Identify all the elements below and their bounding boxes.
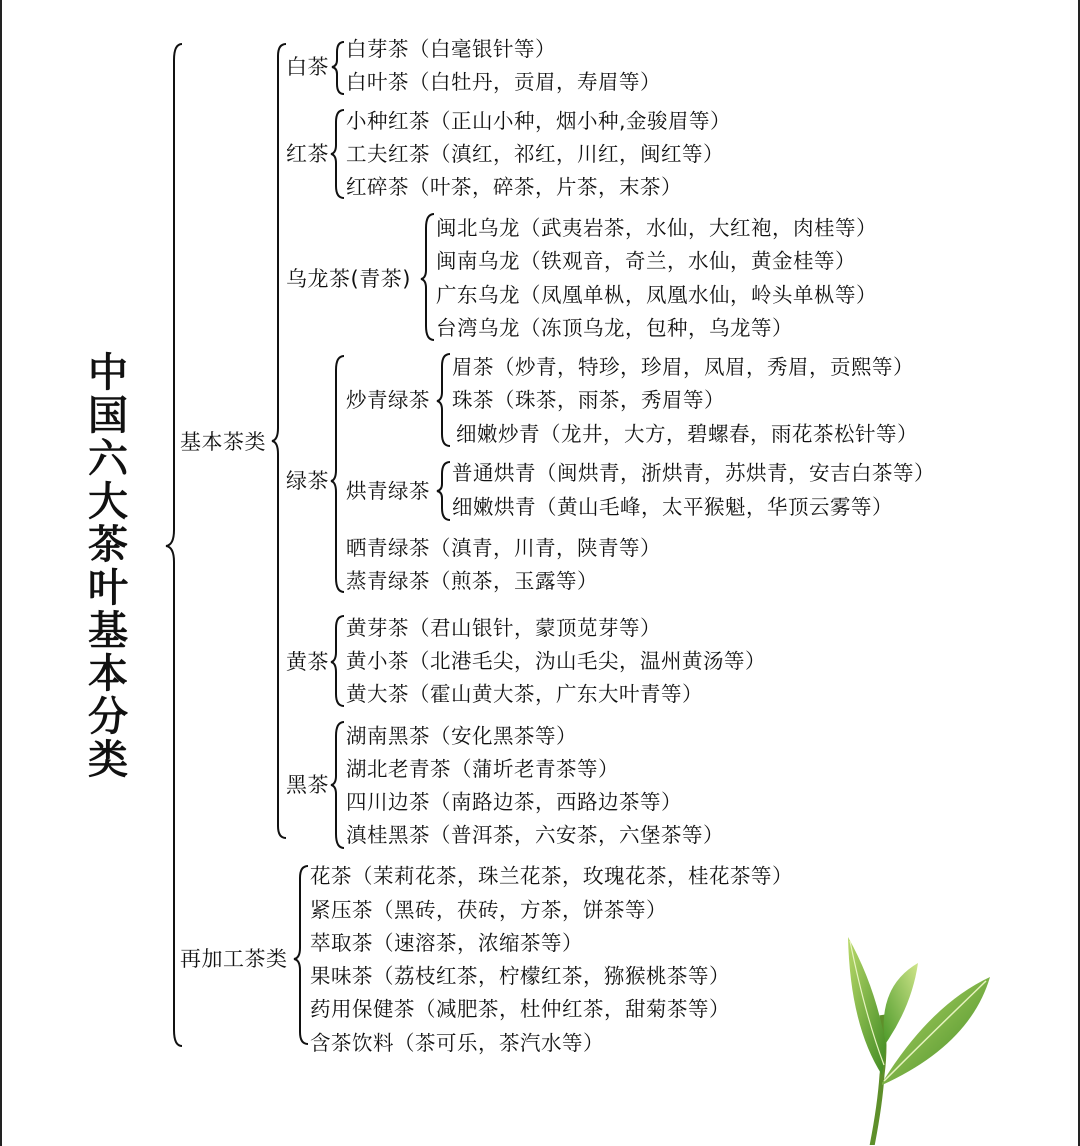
basic-tea-label: 基本茶类	[180, 430, 266, 454]
oolong-tea-item: 闽南乌龙（铁观音，奇兰，水仙，黄金桂等）	[436, 249, 856, 273]
stir-brace	[437, 354, 450, 446]
oolong-tea-item: 闽北乌龙（武夷岩茶，水仙，大红袍，肉桂等）	[436, 216, 877, 240]
reprocessed-brace	[294, 866, 308, 1044]
reprocessed-tea-item: 含茶饮料（茶可乐，茶汽水等）	[310, 1031, 604, 1055]
dark-tea-item: 湖北老青茶（蒲圻老青茶等）	[346, 757, 619, 781]
oolong-brace	[421, 214, 434, 340]
bake-green-item: 普通烘青（闽烘青，浙烘青，苏烘青，安吉白茶等）	[452, 461, 935, 485]
white-tea-item: 白芽茶（白毫银针等）	[346, 37, 556, 61]
green-tea-label: 绿茶	[286, 469, 329, 493]
main-brace	[166, 44, 182, 1046]
stir-green-item: 细嫩炒青（龙井，大方，碧螺春，雨花茶松针等）	[456, 422, 918, 446]
basic-brace	[272, 44, 286, 838]
red-brace	[331, 110, 344, 198]
steam-green-item: 蒸青绿茶（煎茶，玉露等）	[346, 569, 598, 593]
stir-green-label: 炒青绿茶	[346, 388, 430, 412]
reprocessed-tea-label: 再加工茶类	[180, 947, 288, 971]
dark-brace	[331, 722, 344, 848]
white-tea-item: 白叶茶（白牡丹，贡眉，寿眉等）	[346, 70, 661, 94]
reprocessed-tea-item: 果味茶（荔枝红茶，柠檬红茶，猕猴桃茶等）	[310, 964, 730, 988]
sun-green-item: 晒青绿茶（滇青，川青，陕青等）	[346, 536, 661, 560]
dark-tea-item: 四川边茶（南路边茶，西路边茶等）	[346, 790, 682, 814]
red-tea-item: 小种红茶（正山小种，烟小种,金骏眉等）	[346, 109, 732, 133]
diagram-title: 中国六大茶叶基本分类	[88, 350, 128, 783]
red-tea-label: 红茶	[286, 142, 329, 166]
dark-tea-item: 湖南黑茶（安化黑茶等）	[346, 724, 577, 748]
bake-brace	[437, 462, 450, 520]
oolong-tea-label: 乌龙茶(青茶)	[286, 267, 411, 291]
reprocessed-tea-item: 萃取茶（速溶茶，浓缩茶等）	[310, 931, 583, 955]
yellow-tea-item: 黄小茶（北港毛尖，沩山毛尖，温州黄汤等）	[346, 649, 766, 673]
dark-tea-item: 滇桂黑茶（普洱茶，六安茶，六堡茶等）	[346, 823, 724, 847]
bake-green-label: 烘青绿茶	[346, 479, 430, 503]
red-tea-item: 红碎茶（叶茶，碎茶，片茶，末茶）	[346, 175, 682, 199]
oolong-tea-item: 台湾乌龙（冻顶乌龙，包种，乌龙等）	[436, 316, 793, 340]
yellow-tea-item: 黄芽茶（君山银针，蒙顶苋芽等）	[346, 616, 661, 640]
bake-green-item: 细嫩烘青（黄山毛峰，太平猴魁，华顶云雾等）	[452, 495, 893, 519]
white-brace	[332, 42, 344, 94]
dark-tea-label: 黑茶	[286, 773, 329, 797]
green-brace	[331, 356, 344, 592]
bud-leaf	[884, 963, 918, 1043]
yellow-tea-label: 黄茶	[286, 650, 329, 674]
tea-leaf-illustration	[820, 925, 1020, 1145]
oolong-tea-item: 广东乌龙（凤凰单枞，凤凰水仙，岭头单枞等）	[436, 283, 877, 307]
yellow-brace	[331, 616, 344, 706]
white-tea-label: 白茶	[286, 55, 329, 79]
red-tea-item: 工夫红茶（滇红，祁红，川红，闽红等）	[346, 142, 724, 166]
reprocessed-tea-item: 药用保健茶（减肥茶，杜仲红茶，甜菊茶等）	[310, 997, 730, 1021]
reprocessed-tea-item: 紧压茶（黑砖，茯砖，方茶，饼茶等）	[310, 898, 667, 922]
reprocessed-tea-item: 花茶（茉莉花茶，珠兰花茶，玫瑰花茶，桂花茶等）	[310, 864, 793, 888]
yellow-tea-item: 黄大茶（霍山黄大茶，广东大叶青等）	[346, 682, 703, 706]
stir-green-item: 眉茶（炒青，特珍，珍眉，凤眉，秀眉，贡熙等）	[452, 355, 914, 379]
stir-green-item: 珠茶（珠茶，雨茶，秀眉等）	[452, 388, 725, 412]
